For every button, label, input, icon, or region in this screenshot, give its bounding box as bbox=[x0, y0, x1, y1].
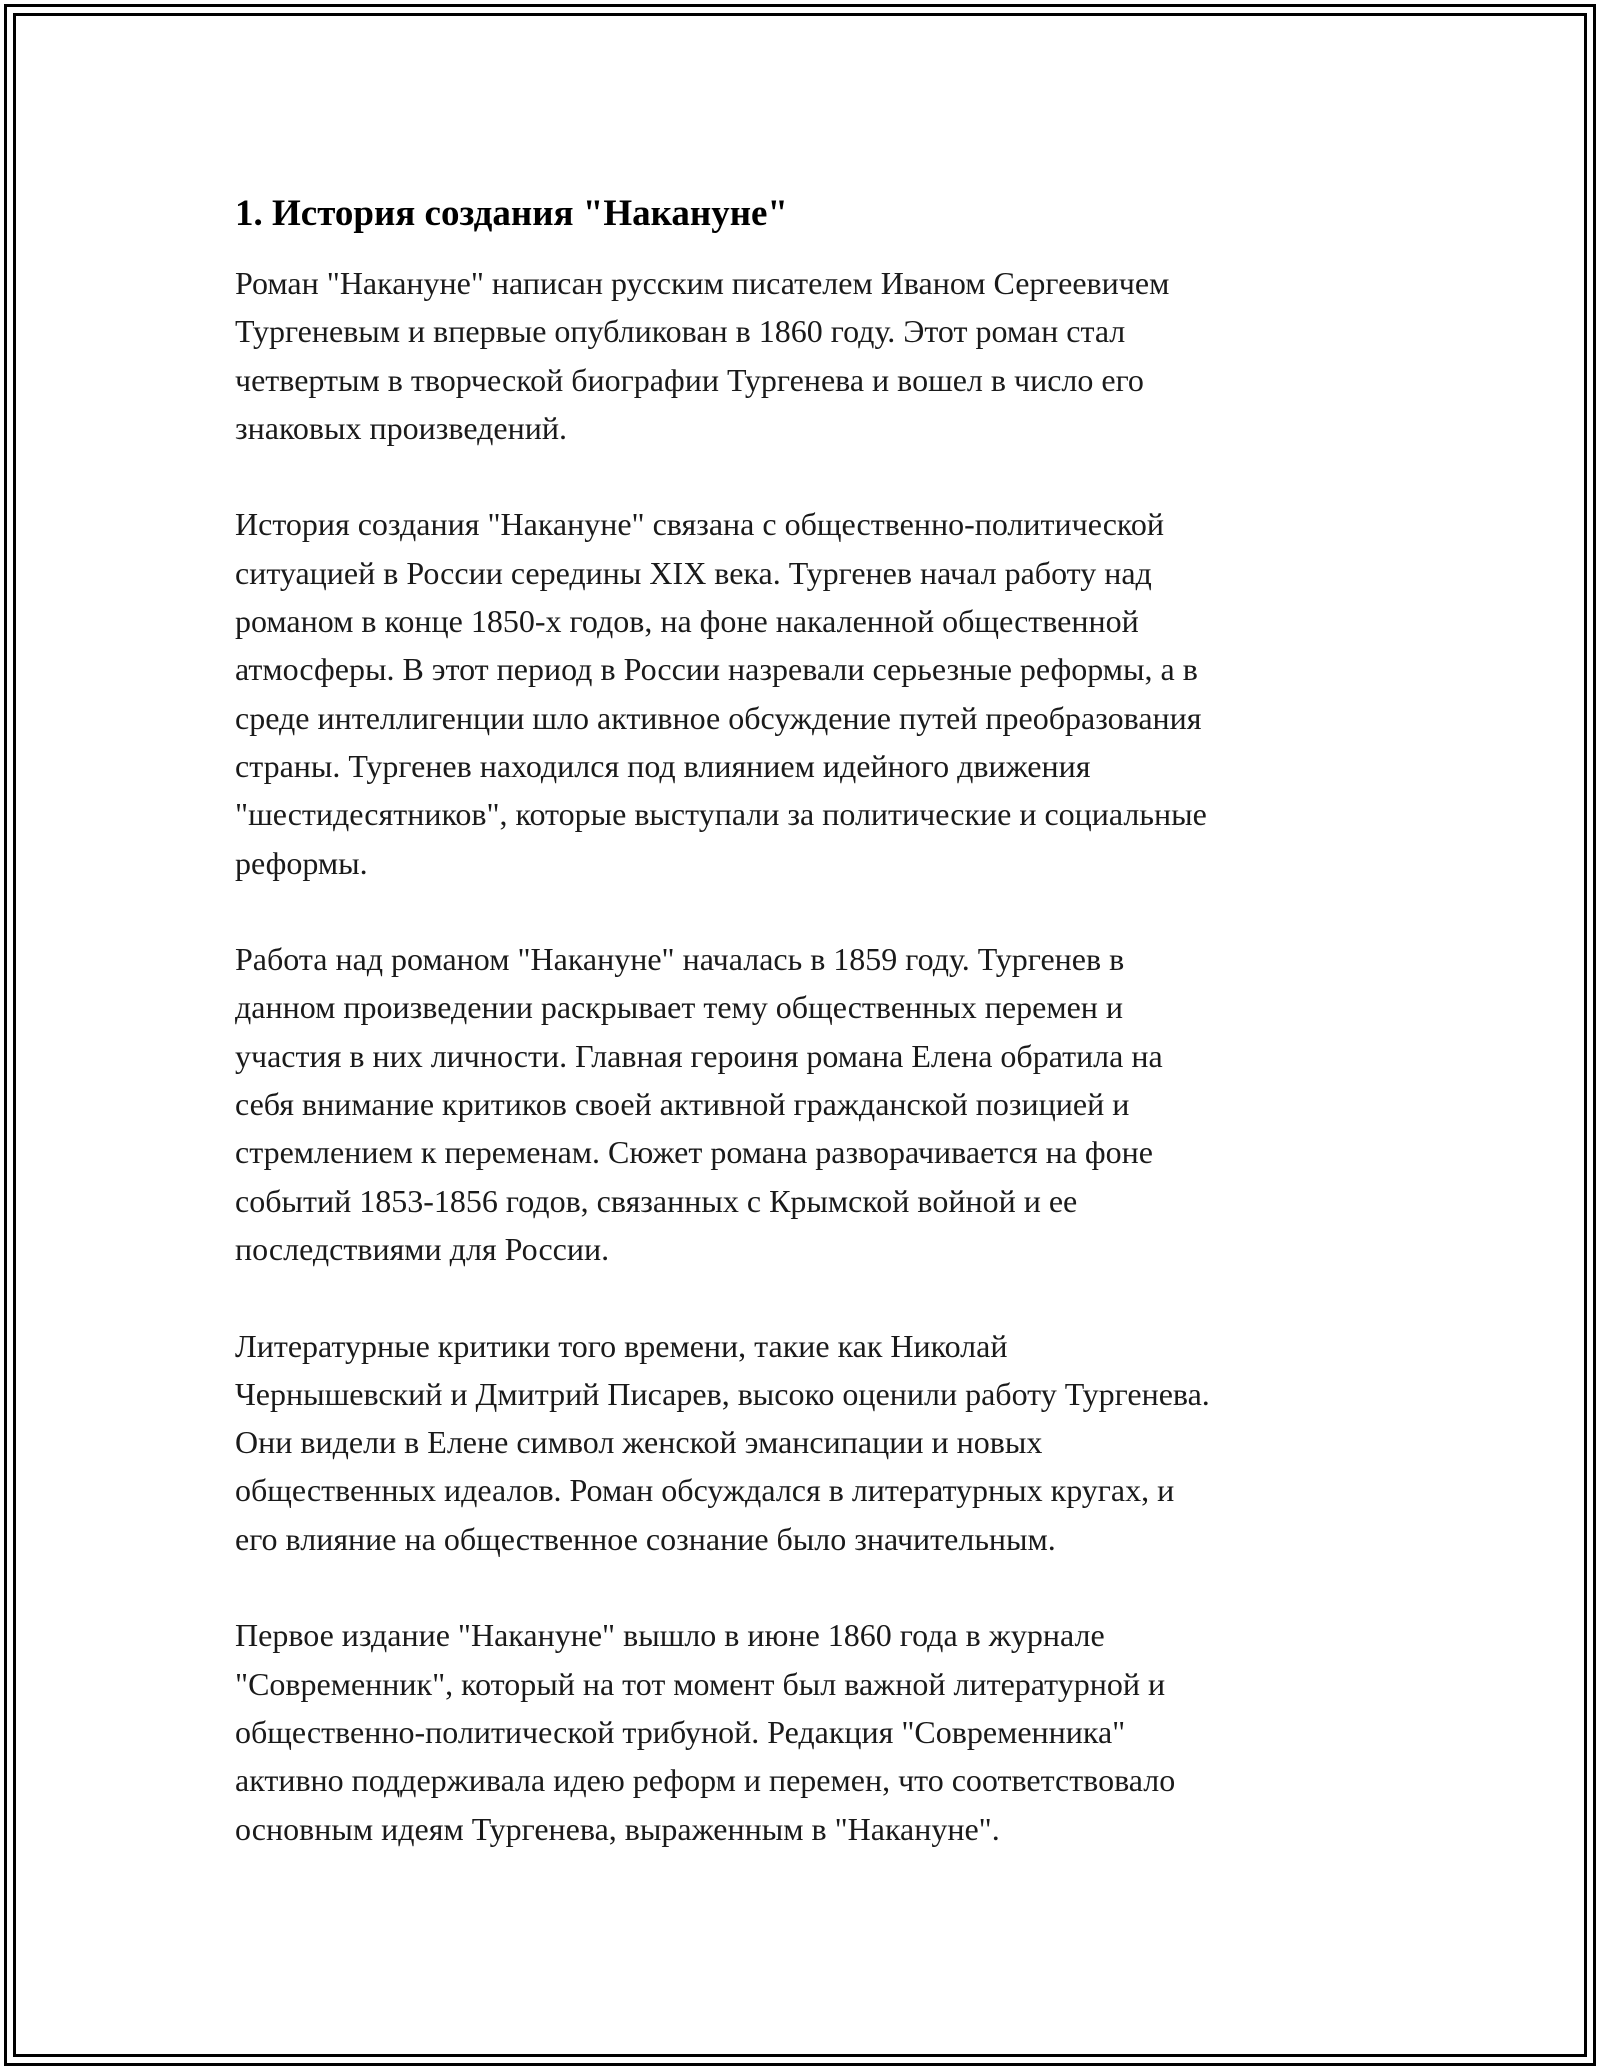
section-heading: 1. История создания "Накануне" bbox=[235, 193, 788, 234]
paragraph-4: Литературные критики того времени, такие как Николай Чернышевский и Дмитрий Писарев, высоко оценили работу Тургенева. Они видели в Елене символ женской эмансипации и новых общественных идеалов. Роман обсуждался в литературных кругах, и его влияние на общественное сознание было значительным. bbox=[235, 1327, 1210, 1557]
document-body bbox=[235, 185, 1380, 1901]
paragraph-2: История создания "Накануне" связана с общественно-политической ситуацией в России середины XIX века. Тургенев начал работу над романом в конце 1850-х годов, на фоне накаленной общественной атмосферы. В этот период в России назревали серьезные реформы, а в среде интеллигенции шло активное обсуждение путей преобразования страны. Тургенев находился под влиянием идейного движения "шестидесятников", которые выступали за политические и социальные реформы. bbox=[235, 506, 1207, 881]
paragraph-1: Роман "Накануне" написан русским писателем Иваном Сергеевичем Тургеневым и впервые опубликован в 1860 году. Этот роман стал четвертым в творческой биографии Тургенева и вошел в число его знаковых произведений. bbox=[235, 265, 1170, 446]
paragraph-3: Работа над романом "Накануне" началась в 1859 году. Тургенев в данном произведении раскрывает тему общественных перемен и участия в них личности. Главная героиня романа Елена обратила на себя внимание критиков своей активной гражданской позицией и стремлением к переменам. Сюжет романа разворачивается на фоне событий 1853-1856 годов, связанных с Крымской войной и ее последствиями для России. bbox=[235, 941, 1163, 1267]
paragraph-5: Первое издание "Накануне" вышло в июне 1860 года в журнале "Современник", который на тот момент был важной литературной и общественно-политической трибуной. Редакция "Современника" активно поддерживала идею реформ и перемен, что соответствовало основным идеям Тургенева, выраженным в "Накануне". bbox=[235, 1617, 1176, 1847]
